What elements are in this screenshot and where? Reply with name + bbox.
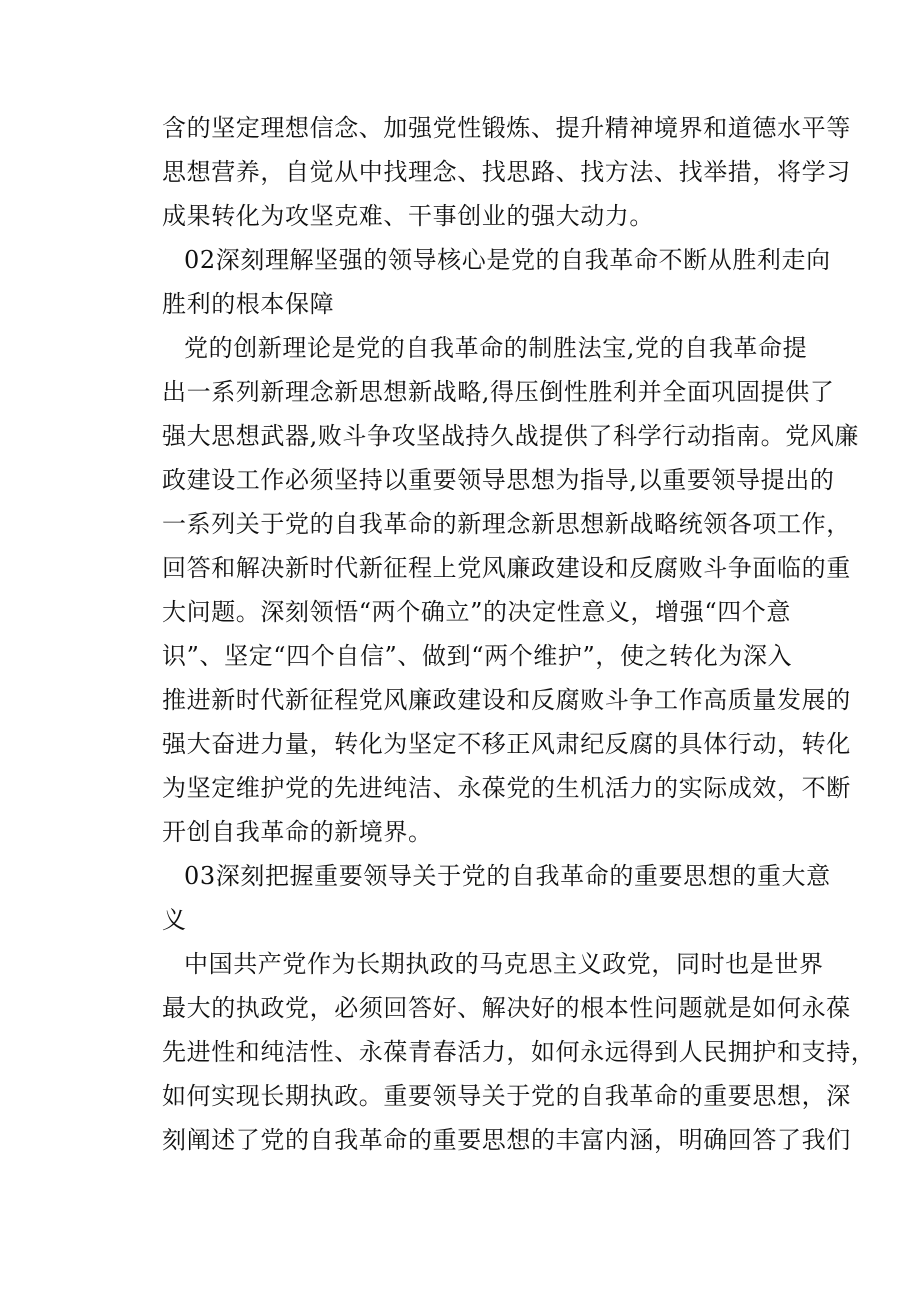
text-line: 强大奋进力量，转化为坚定不移正风肃纪反腐的具体行动，转化 (162, 730, 851, 758)
text-line: 政建设工作必须坚持以重要领导思想为指导,以重要领导提出的 (162, 466, 835, 494)
section-heading-03-cont: 义 (162, 906, 187, 934)
text-line: 开创自我革命的新境界。 (162, 818, 433, 846)
text-line: 思想营养，自觉从中找理念、找思路、找方法、找举措，将学习 (162, 158, 851, 186)
text-line: 最大的执政党，必须回答好、解决好的根本性问题就是如何永葆 (162, 994, 851, 1022)
section-heading-02-cont: 胜利的根本保障 (162, 290, 335, 318)
text-line: 回答和解决新时代新征程上党风廉政建设和反腐败斗争面临的重 (162, 554, 851, 582)
text-line: 识”、坚定“四个自信”、做到“两个维护”，使之转化为深入 (162, 642, 793, 670)
text-line: 先进性和纯洁性、永葆青春活力，如何永远得到人民拥护和支持， (162, 1038, 876, 1066)
text-line: 中国共产党作为长期执政的马克思主义政党，同时也是世界 (184, 950, 824, 978)
section-heading-03: 03深刻把握重要领导关于党的自我革命的重要思想的重大意 (184, 862, 831, 890)
text-line: 强大思想武器,败斗争攻坚战持久战提供了科学行动指南。党风廉 (162, 422, 860, 450)
text-line: 成果转化为攻坚克难、干事创业的强大动力。 (162, 202, 654, 230)
text-line: 刻阐述了党的自我革命的重要思想的丰富内涵，明确回答了我们 (162, 1126, 851, 1154)
text-line: 为坚定维护党的先进纯洁、永葆党的生机活力的实际成效，不断 (162, 774, 851, 802)
text-line: 如何实现长期执政。重要领导关于党的自我革命的重要思想，深 (162, 1082, 851, 1110)
text-line: 含的坚定理想信念、加强党性锻炼、提升精神境界和道德水平等 (162, 114, 851, 142)
text-line: 大问题。深刻领悟“两个确立”的决定性意义，增强“四个意 (162, 598, 792, 626)
section-heading-02: 02深刻理解坚强的领导核心是党的自我革命不断从胜利走向 (184, 246, 831, 274)
text-line: 一系列关于党的自我革命的新理念新思想新战略统领各项工作， (162, 510, 851, 538)
text-line: 出一系列新理念新思想新战略,得压倒性胜利并全面巩固提供了 (162, 378, 835, 406)
text-line: 党的创新理论是党的自我革命的制胜法宝,党的自我革命提 (184, 334, 808, 362)
text-line: 推进新时代新征程党风廉政建设和反腐败斗争工作高质量发展的 (162, 686, 851, 714)
